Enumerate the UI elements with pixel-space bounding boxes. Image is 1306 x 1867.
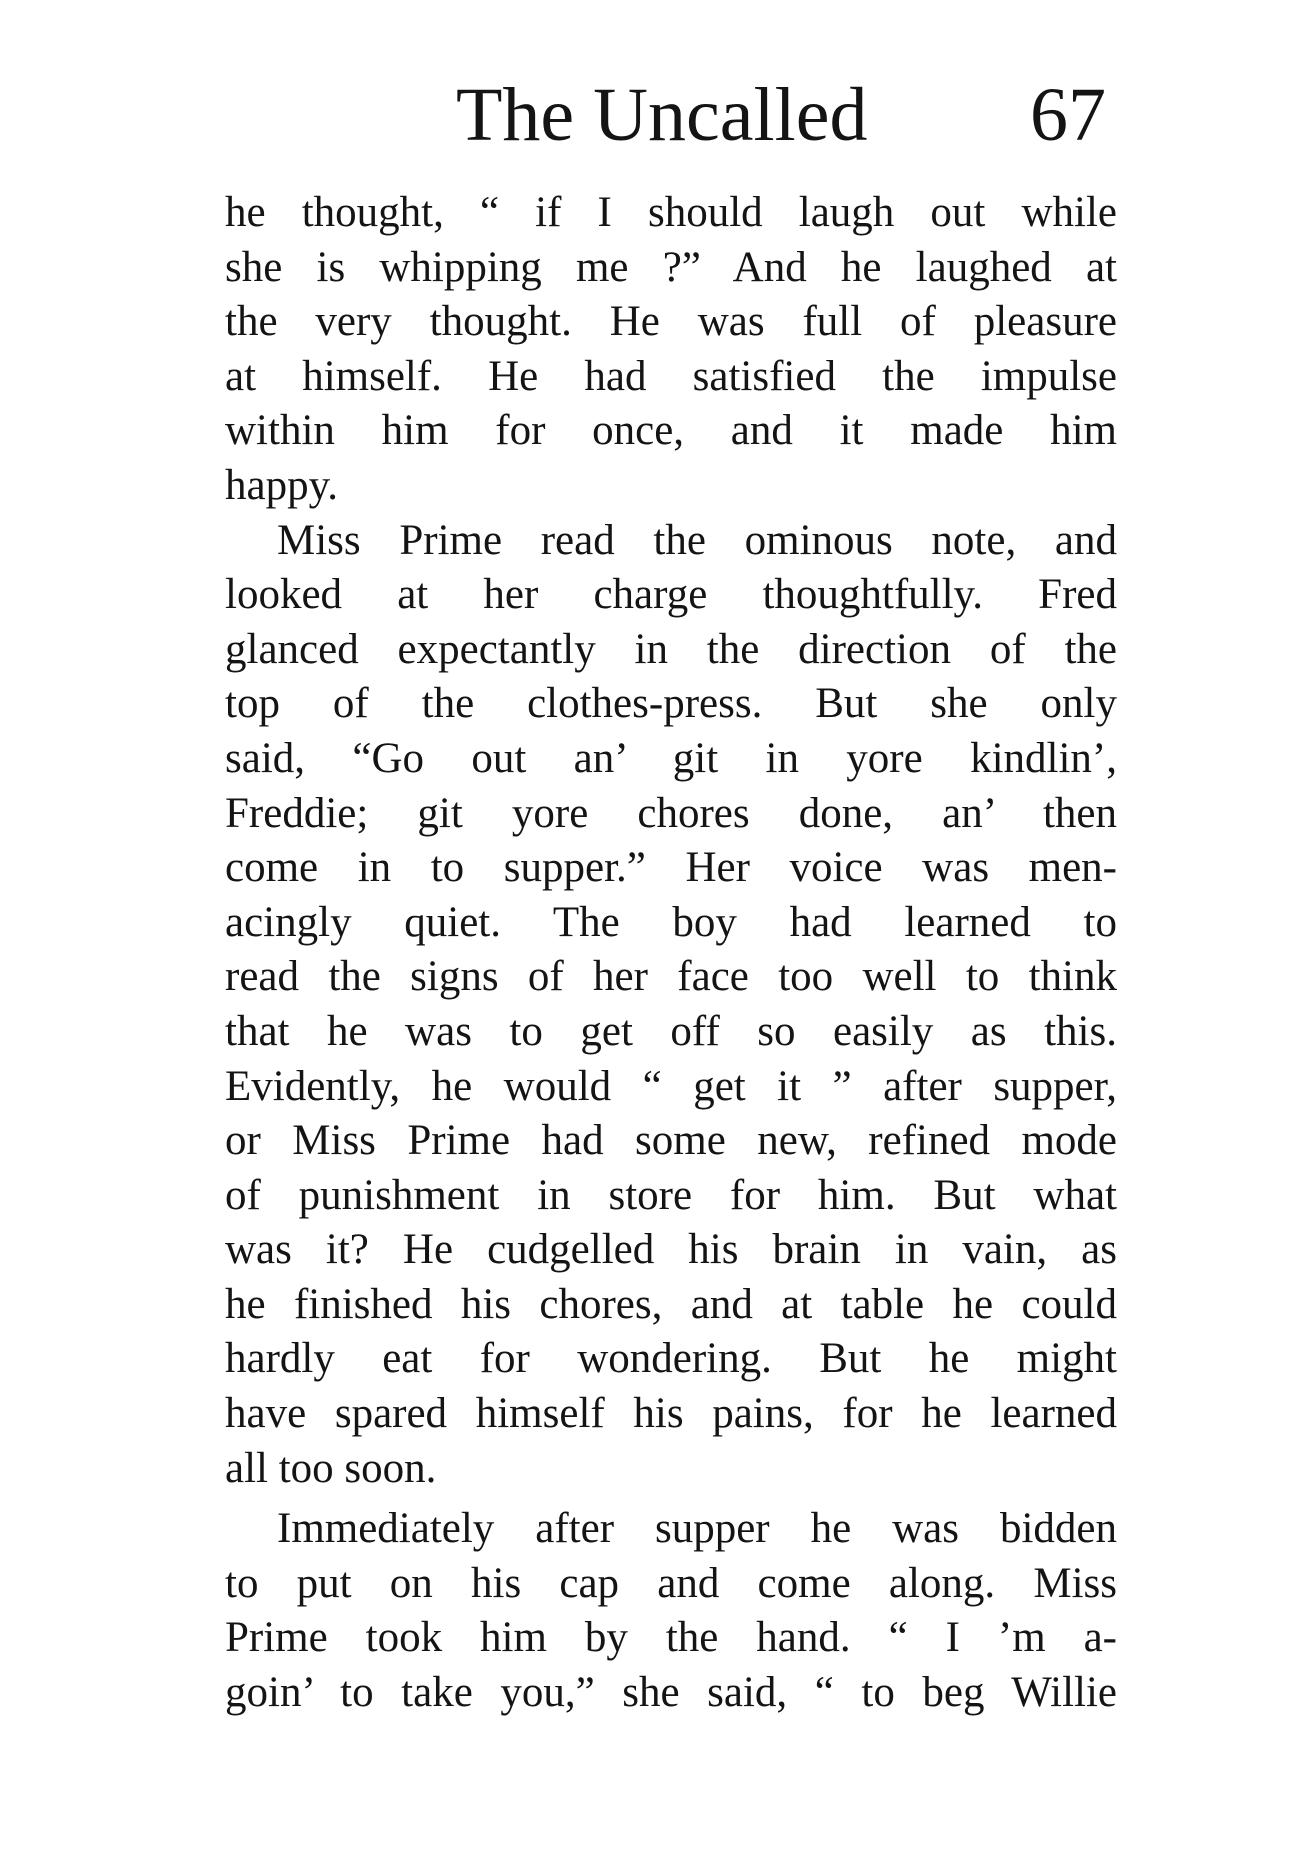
text-line: or Miss Prime had some new, refined mode [225,1117,1117,1165]
paragraph-first-line: Immediately after supper he was bidden [277,1505,1117,1553]
text-line: Prime took him by the hand. “ I ’m a- [225,1614,1117,1662]
text-line: Freddie; git yore chores done, an’ then [225,789,1117,837]
text-line: within him for once, and it made him [225,407,1117,455]
text-line: to put on his cap and come along. Miss [225,1559,1117,1607]
text-line: looked at her charge thoughtfully. Fred [225,571,1117,619]
text-line: he finished his chores, and at table he could [225,1280,1117,1328]
text-line: said, “Go out an’ git in yore kindlin’, [225,734,1117,782]
text-line: happy. [225,461,339,509]
paragraph-first-line: Miss Prime read the ominous note, and [277,516,1117,564]
page-number: 67 [1030,73,1106,157]
text-line: was it? He cudgelled his brain in vain, as [225,1226,1117,1274]
text-line: read the signs of her face too well to think [225,953,1117,1001]
text-line: Evidently, he would “ get it ” after supper, [225,1062,1117,1110]
text-line: hardly eat for wondering. But he might [225,1335,1117,1383]
text-line: have spared himself his pains, for he learned [225,1390,1117,1438]
text-line: she is whipping me ?” And he laughed at [225,243,1117,291]
running-title: The Uncalled [456,73,868,157]
text-line: that he was to get off so easily as this. [225,1007,1117,1055]
text-line: come in to supper.” Her voice was men- [225,844,1117,892]
running-head [456,70,1106,160]
text-line: he thought, “ if I should laugh out while [225,189,1117,236]
text-line: at himself. He had satisfied the impulse [225,352,1117,400]
text-line: acingly quiet. The boy had learned to [225,898,1117,946]
text-line: glanced expectantly in the direction of the [225,625,1117,673]
text-line: top of the clothes-press. But she only [225,680,1117,728]
text-line: all too soon. [225,1444,437,1492]
body-text [225,186,1117,1721]
text-line: goin’ to take you,” she said, “ to beg Willie [225,1669,1117,1717]
text-line: the very thought. He was full of pleasure [225,298,1117,346]
text-line: of punishment in store for him. But what [225,1171,1117,1219]
